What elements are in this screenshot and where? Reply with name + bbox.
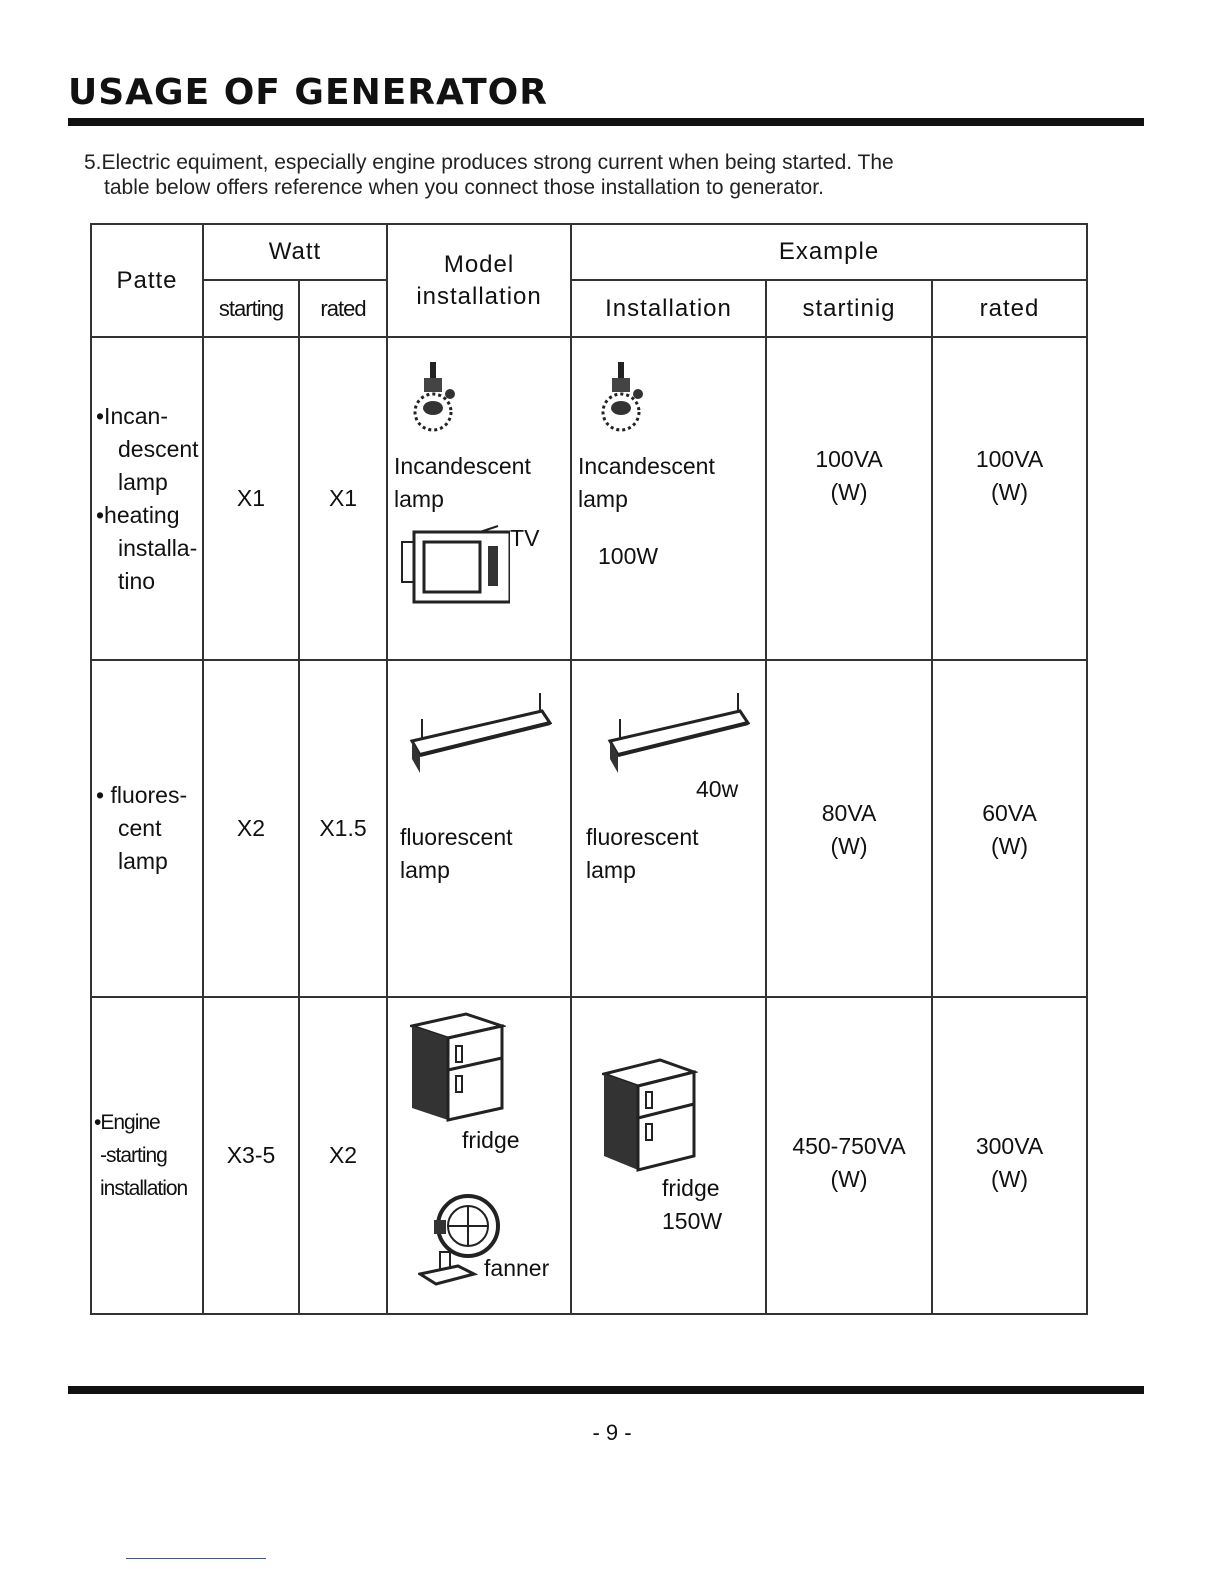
patte-line: •heating xyxy=(96,501,180,528)
value-line: 60VA xyxy=(982,800,1037,826)
example-installation-cell xyxy=(571,660,766,997)
example-installation-cell xyxy=(571,997,766,1314)
example-label: fridge xyxy=(662,1175,720,1201)
model-installation-cell xyxy=(387,337,571,660)
header-example-rated: rated xyxy=(932,280,1087,337)
footer-underline xyxy=(126,1558,266,1559)
header-starting: starting xyxy=(203,280,299,337)
intro-paragraph xyxy=(84,150,1084,200)
model-label: Incandescent xyxy=(394,453,531,479)
starting-multiplier: X2 xyxy=(203,660,299,997)
example-label: fluorescent xyxy=(586,824,699,850)
value-line: 450-750VA xyxy=(792,1133,906,1159)
value-line: 300VA xyxy=(975,1133,1044,1159)
rated-multiplier: X1.5 xyxy=(299,660,387,997)
tv-icon xyxy=(400,524,510,604)
fridge-icon xyxy=(602,1056,698,1174)
model-label: lamp xyxy=(400,857,450,883)
example-label: lamp xyxy=(586,857,636,883)
patte-line: installa- xyxy=(118,534,198,561)
fluorescent-lamp-icon xyxy=(600,689,750,779)
value-line: (W) xyxy=(830,833,868,859)
patte-line: descent xyxy=(118,435,199,462)
example-rated-cell xyxy=(932,660,1087,997)
model-label: lamp xyxy=(394,486,444,512)
model-label: TV xyxy=(510,525,540,551)
example-starting-cell xyxy=(766,660,932,997)
header-watt: Watt xyxy=(203,224,387,280)
fluorescent-lamp-icon xyxy=(402,689,552,779)
value-line: (W) xyxy=(991,479,1029,505)
header-rule xyxy=(68,118,1144,126)
patte-line: • fluores- xyxy=(96,782,188,808)
example-label: Incandescent xyxy=(578,453,715,479)
table-row xyxy=(91,997,1087,1314)
model-label: fluorescent xyxy=(400,824,513,850)
header-patte: Patte xyxy=(91,224,203,337)
patte-cell xyxy=(91,660,203,997)
value-line: (W) xyxy=(830,479,868,505)
patte-line: •Incan- xyxy=(96,402,168,429)
patte-cell xyxy=(91,997,203,1314)
example-label: 40w xyxy=(696,776,739,802)
header-model-installation: Model installation xyxy=(387,224,571,337)
value-line: (W) xyxy=(830,1166,868,1192)
example-starting-cell xyxy=(766,337,932,660)
patte-line: tino xyxy=(118,567,156,594)
model-label: fanner xyxy=(484,1255,550,1281)
header-rated: rated xyxy=(299,280,387,337)
table-row xyxy=(91,337,1087,660)
light-bulb-icon xyxy=(586,360,656,450)
intro-line-1: 5.Electric equiment, especially engine produces strong current when being started. The xyxy=(84,151,894,174)
generator-usage-table xyxy=(90,223,1088,1315)
value-line: (W) xyxy=(991,833,1029,859)
example-label: lamp xyxy=(578,486,628,512)
patte-line: •Engine xyxy=(94,1111,160,1134)
patte-line: cent xyxy=(118,815,162,841)
page-number: - 9 - xyxy=(592,1420,632,1445)
page-title: USAGE OF GENERATOR xyxy=(68,72,548,113)
example-label: 150W xyxy=(662,1208,723,1234)
patte-line: lamp xyxy=(118,848,168,874)
table-row xyxy=(91,660,1087,997)
example-starting-cell xyxy=(766,997,932,1314)
header-startinig: startinig xyxy=(766,280,932,337)
model-installation-cell xyxy=(387,660,571,997)
rated-multiplier: X2 xyxy=(299,997,387,1314)
value-line: (W) xyxy=(991,1166,1029,1192)
example-label: 100W xyxy=(598,543,659,569)
header-example: Example xyxy=(571,224,1087,280)
rated-multiplier: X1 xyxy=(299,337,387,660)
footer-rule xyxy=(68,1386,1144,1394)
value-line: 100VA xyxy=(815,446,883,472)
example-rated-cell xyxy=(932,337,1087,660)
intro-line-2: table below offers reference when you connect those installation to generator. xyxy=(104,176,824,199)
patte-line: lamp xyxy=(118,468,168,495)
model-installation-cell xyxy=(387,997,571,1314)
starting-multiplier: X1 xyxy=(203,337,299,660)
model-label: fridge xyxy=(462,1127,520,1153)
example-installation-cell xyxy=(571,337,766,660)
starting-multiplier: X3-5 xyxy=(203,997,299,1314)
light-bulb-icon xyxy=(398,360,468,450)
example-rated-cell xyxy=(932,997,1087,1314)
header-installation: Installation xyxy=(571,280,766,337)
patte-cell xyxy=(91,337,203,660)
patte-line: -starting xyxy=(100,1144,167,1167)
patte-line: installation xyxy=(100,1177,188,1200)
value-line: 80VA xyxy=(821,800,877,826)
fridge-icon xyxy=(410,1012,506,1122)
value-line: 100VA xyxy=(975,446,1044,472)
